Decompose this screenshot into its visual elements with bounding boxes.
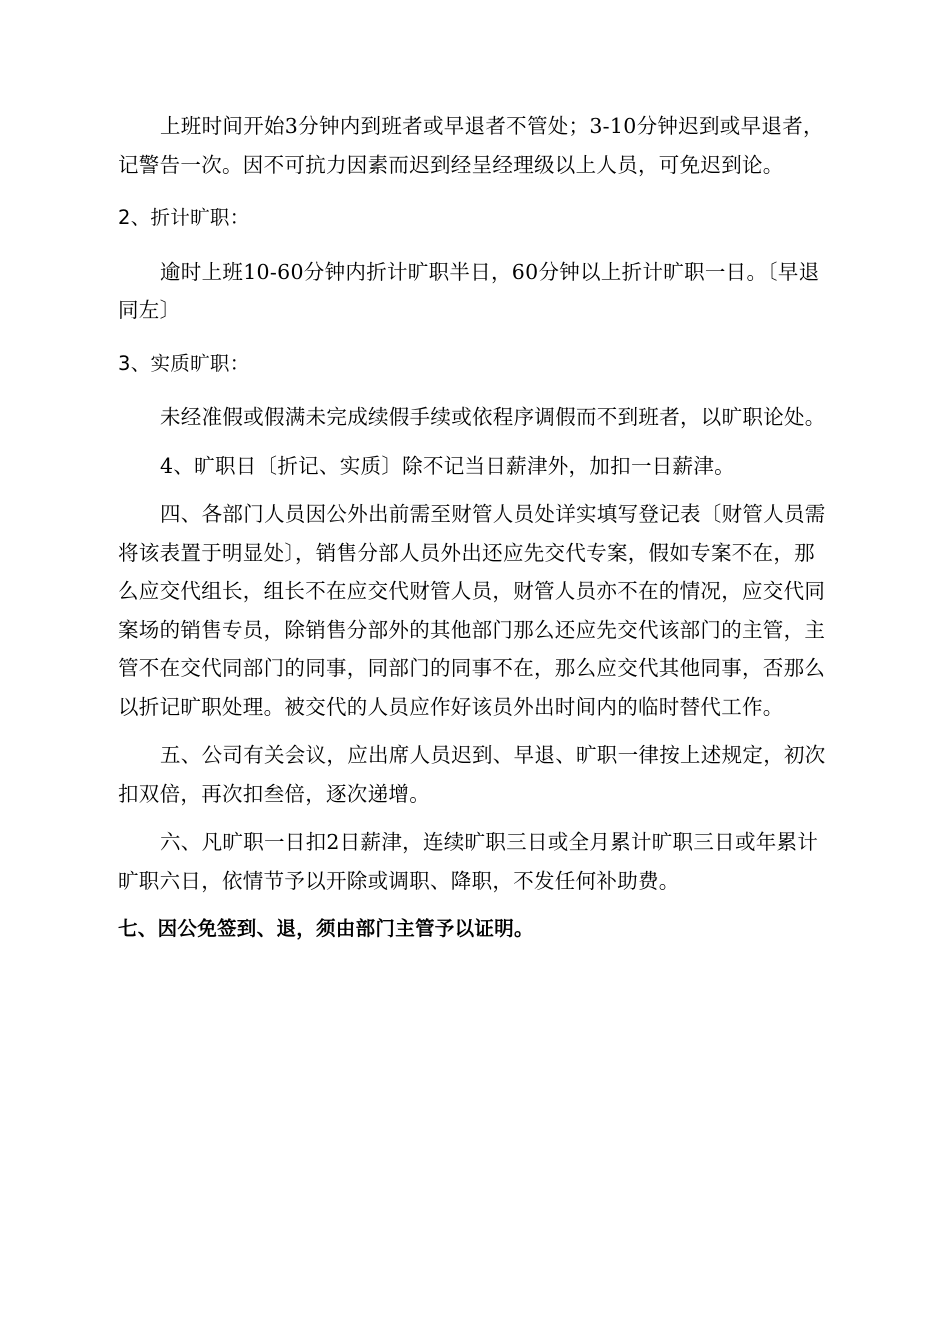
paragraph-business-trip: 四、各部门人员因公外出前需至财管人员处详实填写登记表〔财管人员需将该表置于明显处〕，销售分部人员外出还应先交代专案，假如专案不在，那么应交代组长，组长不在应交代财管人员，财管人员亦不在的情况，应交代同案场的销售专员，除销售分部外的其他部门那么还应先交代该部门的主管，主管不在交代同部门的同事，同部门的同事不在，那么应交代其他同事，否那么以折记旷职处理。被交代的人员应作好该员外出时间内的临时替代工作。: [118, 502, 826, 719]
heading-converted-absence: 2、折计旷职：: [118, 206, 250, 229]
paragraph-absence-deduction: 4、旷职日〔折记、实质〕除不记当日薪津外，加扣一日薪津。: [160, 453, 735, 478]
paragraph-actual-absence: 未经准假或假满未完成续假手续或依程序调假而不到班者，以旷职论处。: [160, 405, 826, 429]
paragraph-meetings: 五、公司有关会议，应出席人员迟到、早退、旷职一律按上述规定，初次扣双倍，再次扣叁倍，逐次递增。: [118, 743, 826, 806]
paragraph-converted-absence: 逾时上班10-60分钟内折计旷职半日，60分钟以上折计旷职一日。〔早退同左〕: [118, 259, 820, 322]
heading-actual-absence: 3、实质旷职：: [118, 351, 250, 375]
paragraph-absence-penalty: 六、凡旷职一日扣2日薪津，连续旷职三日或全月累计旷职三日或年累计旷职六日，依情节予以开除或调职、降职，不发任何补助费。: [118, 830, 819, 893]
paragraph-signin-exemption: 七、因公免签到、退，须由部门主管予以证明。: [118, 917, 534, 940]
paragraph-lateness-rule: 上班时间开始3分钟内到班者或早退者不管处；3-10分钟迟到或早退者，记警告一次。因不可抗力因素而迟到经呈经理级以上人员，可免迟到论。: [118, 114, 824, 177]
